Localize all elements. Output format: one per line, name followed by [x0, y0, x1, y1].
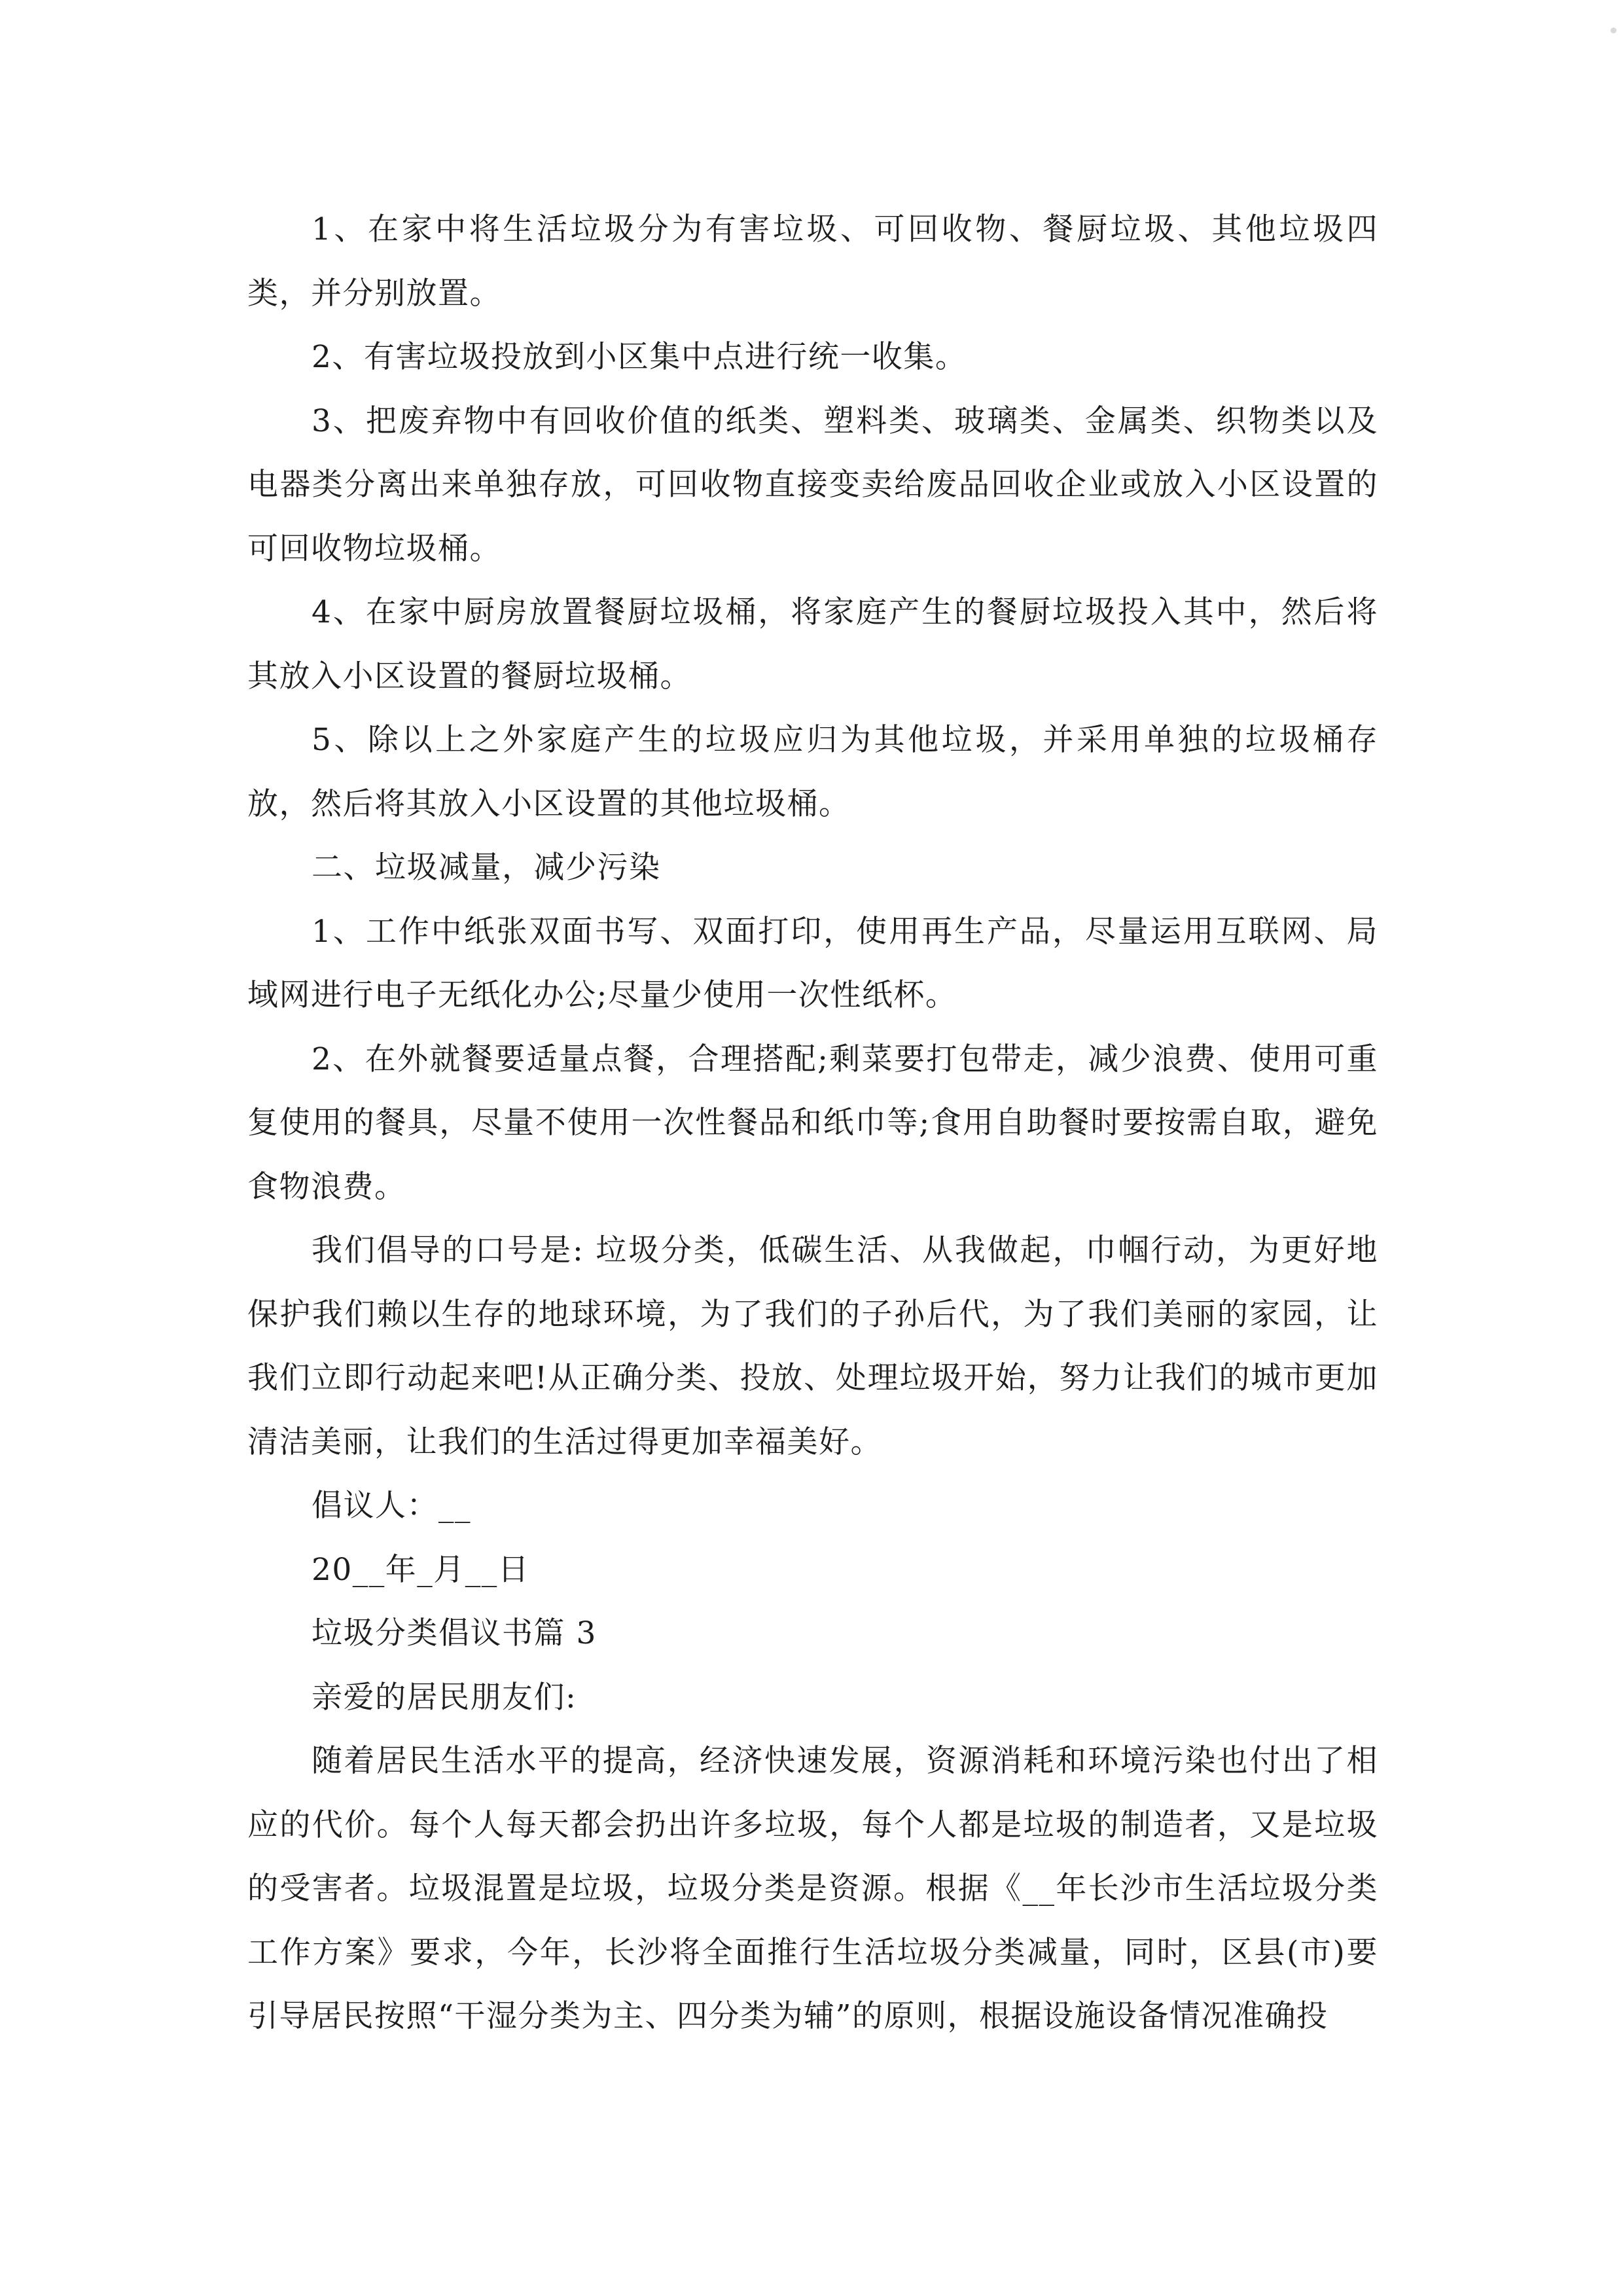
salutation: 亲爱的居民朋友们:: [312, 1679, 577, 1715]
article-title: 垃圾分类倡议书篇 3: [312, 1615, 597, 1651]
scan-mark: [1611, 27, 1616, 33]
initiator-line: 倡议人：__: [312, 1488, 471, 1524]
paragraph-office-reduction: 1、工作中纸张双面书写、双面打印，使用再生产品，尽量运用互联网、局域网进行电子无纸化办公;尽量少使用一次性纸杯。: [247, 913, 1378, 1013]
paragraph-1: 1、在家中将生活垃圾分为有害垃圾、可回收物、餐厨垃圾、其他垃圾四类，并分别放置。: [247, 211, 1378, 312]
paragraph-3: 3、把废弃物中有回收价值的纸类、塑料类、玻璃类、金属类、织物类以及电器类分离出来单独存放，可回收物直接变卖给废品回收企业或放入小区设置的可回收物垃圾桶。: [247, 403, 1378, 567]
document-body: [247, 198, 1378, 2049]
intro-paragraph: 随着居民生活水平的提高，经济快速发展，资源消耗和环境污染也付出了相应的代价。每个人每天都会扔出许多垃圾，每个人都是垃圾的制造者，又是垃圾的受害者。垃圾混置是垃圾，垃圾分类是资源。根据《__年长沙市生活垃圾分类工作方案》要求，今年，长沙将全面推行生活垃圾分类减量，同时，区县(市)要引导居民按照“干湿分类为主、四分类为辅”的原则，根据设施设备情况准确投: [247, 1743, 1378, 2034]
slogan-paragraph: 我们倡导的口号是: 垃圾分类，低碳生活、从我做起，巾帼行动，为更好地保护我们赖以生存的地球环境，为了我们的子孙后代，为了我们美丽的家园，让我们立即行动起来吧!从正确分类、投放、处理垃圾开始，努力让我们的城市更加清洁美丽，让我们的生活过得更加幸福美好。: [247, 1232, 1378, 1460]
paragraph-4: 4、在家中厨房放置餐厨垃圾桶，将家庭产生的餐厨垃圾投入其中，然后将其放入小区设置的餐厨垃圾桶。: [247, 594, 1378, 694]
date-line: 20__年_月__日: [312, 1551, 530, 1588]
paragraph-dining-reduction: 2、在外就餐要适量点餐，合理搭配;剩菜要打包带走，减少浪费、使用可重复使用的餐具，尽量不使用一次性餐品和纸巾等;食用自助餐时要按需自取，避免食物浪费。: [247, 1041, 1378, 1205]
section-heading-waste-reduction: 二、垃圾减量，减少污染: [312, 850, 661, 886]
paragraph-2: 2、有害垃圾投放到小区集中点进行统一收集。: [312, 339, 967, 375]
paragraph-5: 5、除以上之外家庭产生的垃圾应归为其他垃圾，并采用单独的垃圾桶存放，然后将其放入小区设置的其他垃圾桶。: [247, 722, 1378, 822]
